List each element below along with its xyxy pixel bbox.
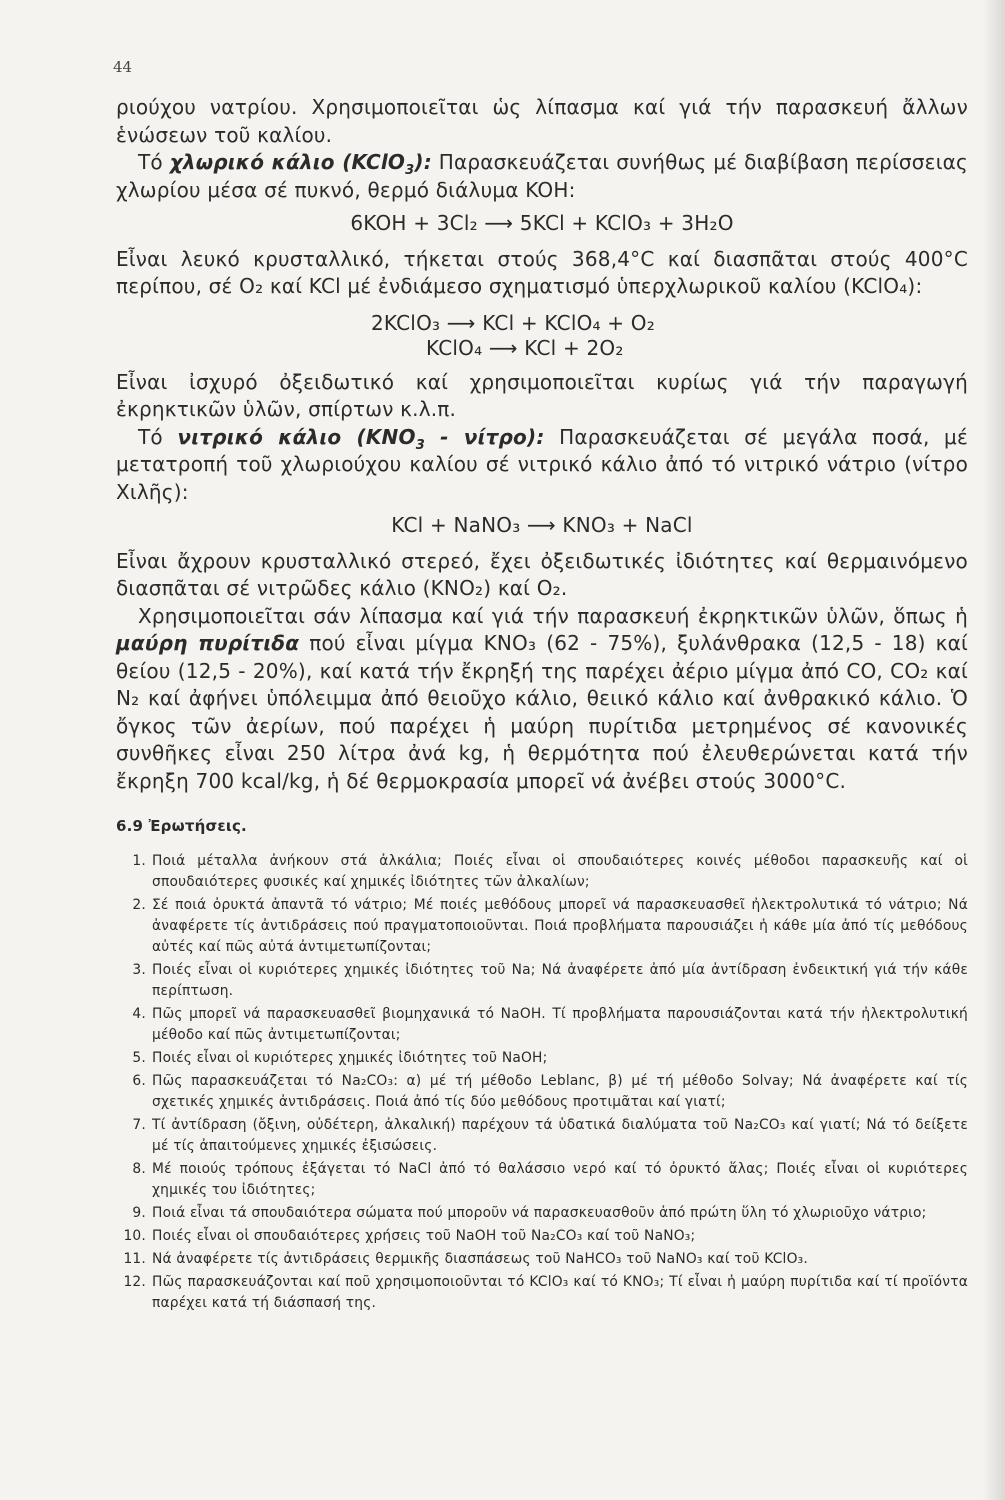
- question-item: 9. Ποιά εἶναι τά σπουδαιότερα σώματα πού μποροῦν νά παρασκευασθοῦν ἀπό πρώτη ὕλη τό χλωριοῦχο νάτριο;: [132, 1204, 927, 1221]
- paragraph-black-powder: Χρησιμοποιεῖται σάν λίπασμα καί γιά τήν παρασκευή ἐκρηκτικῶν ὑλῶν, ὅπως ἡ μαύρη πυρίτιδα πού εἶναι μίγμα KNO₃ (62 - 75%), ξυλάνθρακα (12,5 - 18) καί θείου (12,5 - 20%), καί κατά τήν ἔκρηξή της παρέχει ἀέριο μίγμα ἀπό CO, CO₂ καί N₂ καί ἀφήνει ὑπόλειμμα ἀπό θειοῦχο κάλιο, θειικό κάλιο καί ἀνθρακικό κάλιο. Ὁ ὄγκος τῶν ἀερίων, πού παρέχει ἡ μαύρη πυρίτιδα μετρημένος σέ κανονικές συνθῆκες εἶναι 250 λίτρα ἀνά kg, ἡ θερμότητα πού ἐλευθερώνεται κατά τήν ἔκρηξη 700 kcal/kg, ἡ δέ θερμοκρασία μπορεῖ νά ἀνέβει στούς 3000°C.: [116, 603, 968, 793]
- question-item: 2. Σέ ποιά ὀρυκτά ἀπαντᾶ τό νάτριο; Μέ ποιές μεθόδους μπορεῖ νά παρασκευασθεῖ ἠλεκτρολυτικά τό νάτριο; Νά ἀναφέρετε τίς ἀντιδράσεις πού πραγματοποιοῦνται. Ποιά προβλήματα παρουσιάζει ἡ κάθε μία ἀπό τίς μεθόδους αὐτές καί πῶς αὐτά ἀντιμετωπίζονται;: [132, 896, 968, 955]
- question-item: 10. Ποιές εἶναι οἱ σπουδαιότερες χρήσεις τοῦ NaOH τοῦ Na₂CO₃ καί τοῦ NaNO₃;: [123, 1227, 696, 1244]
- paragraph-nitrate-properties: Εἶναι ἄχρουν κρυσταλλικό στερεό, ἔχει ὀξειδωτικές ἰδιότητες καί θερμαινόμενο διασπᾶται σέ νιτρῶδες κάλιο (KNO₂) καί O₂.: [116, 548, 968, 600]
- page-body: [116, 94, 968, 1316]
- equation-chlorate-decomposition: [116, 311, 968, 361]
- paragraph-chlorate-properties: Εἶναι λευκό κρυσταλλικό, τήκεται στούς 368,4°C καί διασπᾶται στούς 400°C περίπου, σέ O₂ καί KCl μέ ἐνδιάμεσο σχηματισμό ὑπερχλωρικοῦ καλίου (KClO₄):: [116, 246, 968, 298]
- question-item: 4. Πῶς μπορεῖ νά παρασκευασθεῖ βιομηχανικά τό NaOH. Τί προβλήματα παρουσιάζονται κατά τήν ἠλεκτρολυτική μέθοδο καί πῶς ἀντιμετωπίζονται;: [132, 1005, 968, 1043]
- question-item: 5. Ποιές εἶναι οἱ κυριότερες χημικές ἰδιότητες τοῦ NaOH;: [132, 1049, 548, 1066]
- paragraph-chlorate-uses: Εἶναι ἰσχυρό ὀξειδωτικό καί χρησιμοποιεῖται κυρίως γιά τήν παραγωγή ἐκρηκτικῶν ὑλῶν, σπίρτων κ.λ.π.: [116, 369, 968, 421]
- question-item: 3. Ποιές εἶναι οἱ κυριότερες χημικές ἰδιότητες τοῦ Na; Νά ἀναφέρετε ἀπό μία ἀντίδραση ἐνδεικτική γιά τήν κάθε περίπτωση.: [132, 961, 968, 999]
- equation-line-1: 2KClO₃ ⟶ KCl + KClO₄ + O₂: [371, 310, 655, 335]
- question-item: 7. Τί ἀντίδραση (ὄξινη, οὐδέτερη, ἀλκαλική) παρέχουν τά ὑδατικά διαλύματα τοῦ Na₂CO₃ καί γιατί; Νά τό δείξετε μέ τίς ἀπαιτούμενες χημικές ἐξισώσεις.: [132, 1116, 968, 1154]
- equation-nitrate-synthesis: KCl + NaNO₃ ⟶ KNO₃ + NaCl: [391, 513, 693, 537]
- questions-list: [116, 851, 968, 1314]
- page-number: 44: [113, 58, 133, 76]
- question-item: 8. Μέ ποιούς τρόπους ἐξάγεται τό NaCl ἀπό τό θαλάσσιο νερό καί τό ὀρυκτό ἅλας; Ποιές εἶναι οἱ κυριότερες χημικές του ἰδιότητες;: [132, 1160, 968, 1198]
- question-item: 11. Νά ἀναφέρετε τίς ἀντιδράσεις θερμικῆς διασπάσεως τοῦ NaHCO₃ τοῦ NaNO₃ καί τοῦ KClO₃.: [123, 1250, 808, 1267]
- term-potassium-nitrate: νιτρικό κάλιο $(KNO_3 - \nu ί\tau\rho o)$:: [177, 424, 545, 453]
- paragraph-potassium-nitrate: Τό νιτρικό κάλιο $(KNO_3 - \nu ί\tau\rho o)$: Παρασκευάζεται σέ μεγάλα ποσά, μέ μετατροπή τοῦ χλωριούχου καλίου σέ νιτρικό κάλιο ἀπό τό νιτρικό νάτριο (νίτρο Χιλῆς):: [116, 424, 968, 504]
- page-edge-shadow: [983, 0, 1005, 1500]
- question-item: 6. Πῶς παρασκευάζεται τό Na₂CO₃: α) μέ τή μέθοδο Leblanc, β) μέ τή μέθοδο Solvay; Νά ἀναφέρετε καί τίς σχετικές χημικές ἀντιδράσεις. Ποιά ἀπό τίς δύο μεθόδους προτιμᾶται καί γιατί;: [132, 1072, 968, 1110]
- question-item: 12. Πῶς παρασκευάζονται καί ποῦ χρησιμοποιοῦνται τό KClO₃ καί τό KNO₃; Τί εἶναι ἡ μαύρη πυρίτιδα καί τί προϊόντα παρέχει κατά τή διάσπασή της.: [123, 1273, 968, 1311]
- question-item: 1. Ποιά μέταλλα ἀνήκουν στά ἀλκάλια; Ποιές εἶναι οἱ σπουδαιότερες κοινές μέθοδοι παρασκευῆς καί οἱ σπουδαιότερες φυσικές καί χημικές ἰδιότητες τῶν ἀλκαλίων;: [132, 852, 968, 890]
- equation-line-2: KClO₄ ⟶ KCl + 2O₂: [426, 335, 624, 360]
- term-potassium-chlorate: χλωρικό κάλιο (KClO$_3$):: [169, 150, 432, 178]
- paragraph-continuation: ριούχου νατρίου. Χρησιμοποιεῖται ὡς λίπασμα καί γιά τήν παρασκευή ἄλλων ἑνώσεων τοῦ καλίου.: [116, 95, 968, 147]
- paragraph-potassium-chlorate: Τό χλωρικό κάλιο (KClO$_3$): Παρασκευάζεται συνήθως μέ διαβίβαση περίσσειας χλωρίου μέσα σέ πυκνό, θερμό διάλυμα KOH:: [116, 150, 968, 202]
- term-black-powder: μαύρη πυρίτιδα: [116, 631, 300, 655]
- questions-heading: 6.9 Ἐρωτήσεις.: [116, 817, 247, 835]
- equation-chlorate-synthesis: 6KOH + 3Cl₂ ⟶ 5KCl + KClO₃ + 3H₂O: [350, 211, 734, 235]
